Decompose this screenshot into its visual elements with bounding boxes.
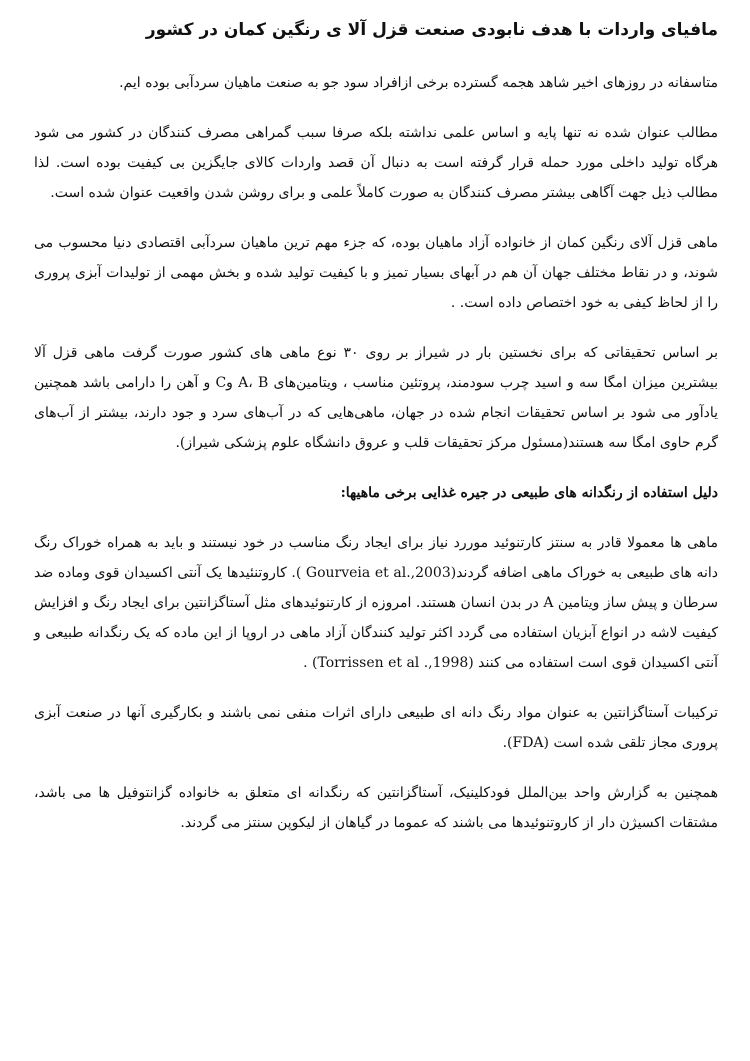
- document-title: مافیای واردات با هدف نابودی صنعت قزل آلا ی رنگین کمان در کشور: [145, 20, 718, 40]
- paragraph-intro: متاسفانه در روزهای اخیر شاهد هجمه گسترده برخی ازافراد سود جو به صنعت ماهیان سردآبی بوده ایم.: [119, 75, 718, 91]
- paragraph-trout-family: ماهی قزل آلای رنگین کمان از خانواده آزاد ماهیان بوده، که جزء مهم ترین ماهیان سردآبی اقتصادی دنیا محسوب می شوند، و در نقاط مختلف جهان آن هم در آبهای بسیار تمیز و با کیفیت تولید شده و بخش مهمی از تولیدات آبزی پروری را از لحاظ کیفی به خود اختصاص داده است. .: [34, 235, 718, 311]
- paragraph-carotenoids: ماهی ها معمولا قادر به سنتز کارتنوئید موررد نیاز برای ایجاد رنگ مناسب در خود نیستند و باید به همراه خوراک رنگ دانه های طبیعی به خوراک ماهی اضافه گردند(Gourveia et al.,2003 ). کاروتنئیدها یک آنتی اکسیدان قوی وماده ضد سرطان و پیش ساز ویتامین A در بدن انسان هستند. امروزه از کارتنوئیدهای مثل آستاگزانتین برای ایجاد رنگ و افزایش کیفیت لاشه در انواع آبزیان استفاده می گردد اکثر تولید کنندگان آزاد ماهی در اروپا از این ماده که یک رنگدانه طبیعی و آنتی اکسیدان قوی است استفاده می کنند (Torrissen et al .,1998) .: [34, 535, 719, 671]
- paragraph-shiraz-research: بر اساس تحقیقاتی که برای نخستین بار در شیراز بر روی ۳۰ نوع ماهی های کشور صورت گرفت ماهی قزل آلا بیشترین میزان امگا سه و اسید چرب سودمند، پروتئین مناسب ، ویتامین‌های A، B وC و آهن را دارامی باشد همچنین یادآور می شود بر اساس تحقیقات انجام شده در جهان، ماهی‌هایی که در آب‌های سرد و جود دارند، بیشتر از آب‌های گرم حاوی امگا سه هستند(مسئول مرکز تحقیقات قلب و عروق دانشگاه علوم پزشکی شیراز).: [34, 345, 719, 451]
- section-heading: دلیل استفاده از رنگدانه های طبیعی در جیره غذایی برخی ماهیها:: [340, 485, 718, 501]
- paragraph-claims: مطالب عنوان شده نه تنها پایه و اساس علمی نداشته بلکه صرفا سبب گمراهی مصرف کنندگان در کشور می شود هرگاه تولید داخلی مورد حمله قرار گرفته است به دنبال آن قصد واردات کالای جایگزین بی کیفیت بوده است. لذا مطالب ذیل جهت آگاهی بیشتر مصرف کنندگان به صورت کاملاً علمی و برای روشن شدن واقعیت عنوان شده است.: [34, 125, 718, 201]
- paragraph-astaxanthin-fda: ترکیبات آستاگزانتین به عنوان مواد رنگ دانه ای طبیعی دارای اثرات منفی نمی باشند و بکارگیری آنها در صنعت آبزی پروری مجاز تلقی شده است (FDA).: [34, 705, 718, 751]
- paragraph-foodclinic: همچنین به گزارش واحد بین‌الملل فودکلینیک، آستاگزانتین که رنگدانه ای متعلق به خانواده گزانتوفیل ها می باشد، مشتقات اکسیژن دار از کاروتنوئیدها می باشند که عموما در گیاهان از لیکوپن سنتز می گردند.: [34, 785, 718, 831]
